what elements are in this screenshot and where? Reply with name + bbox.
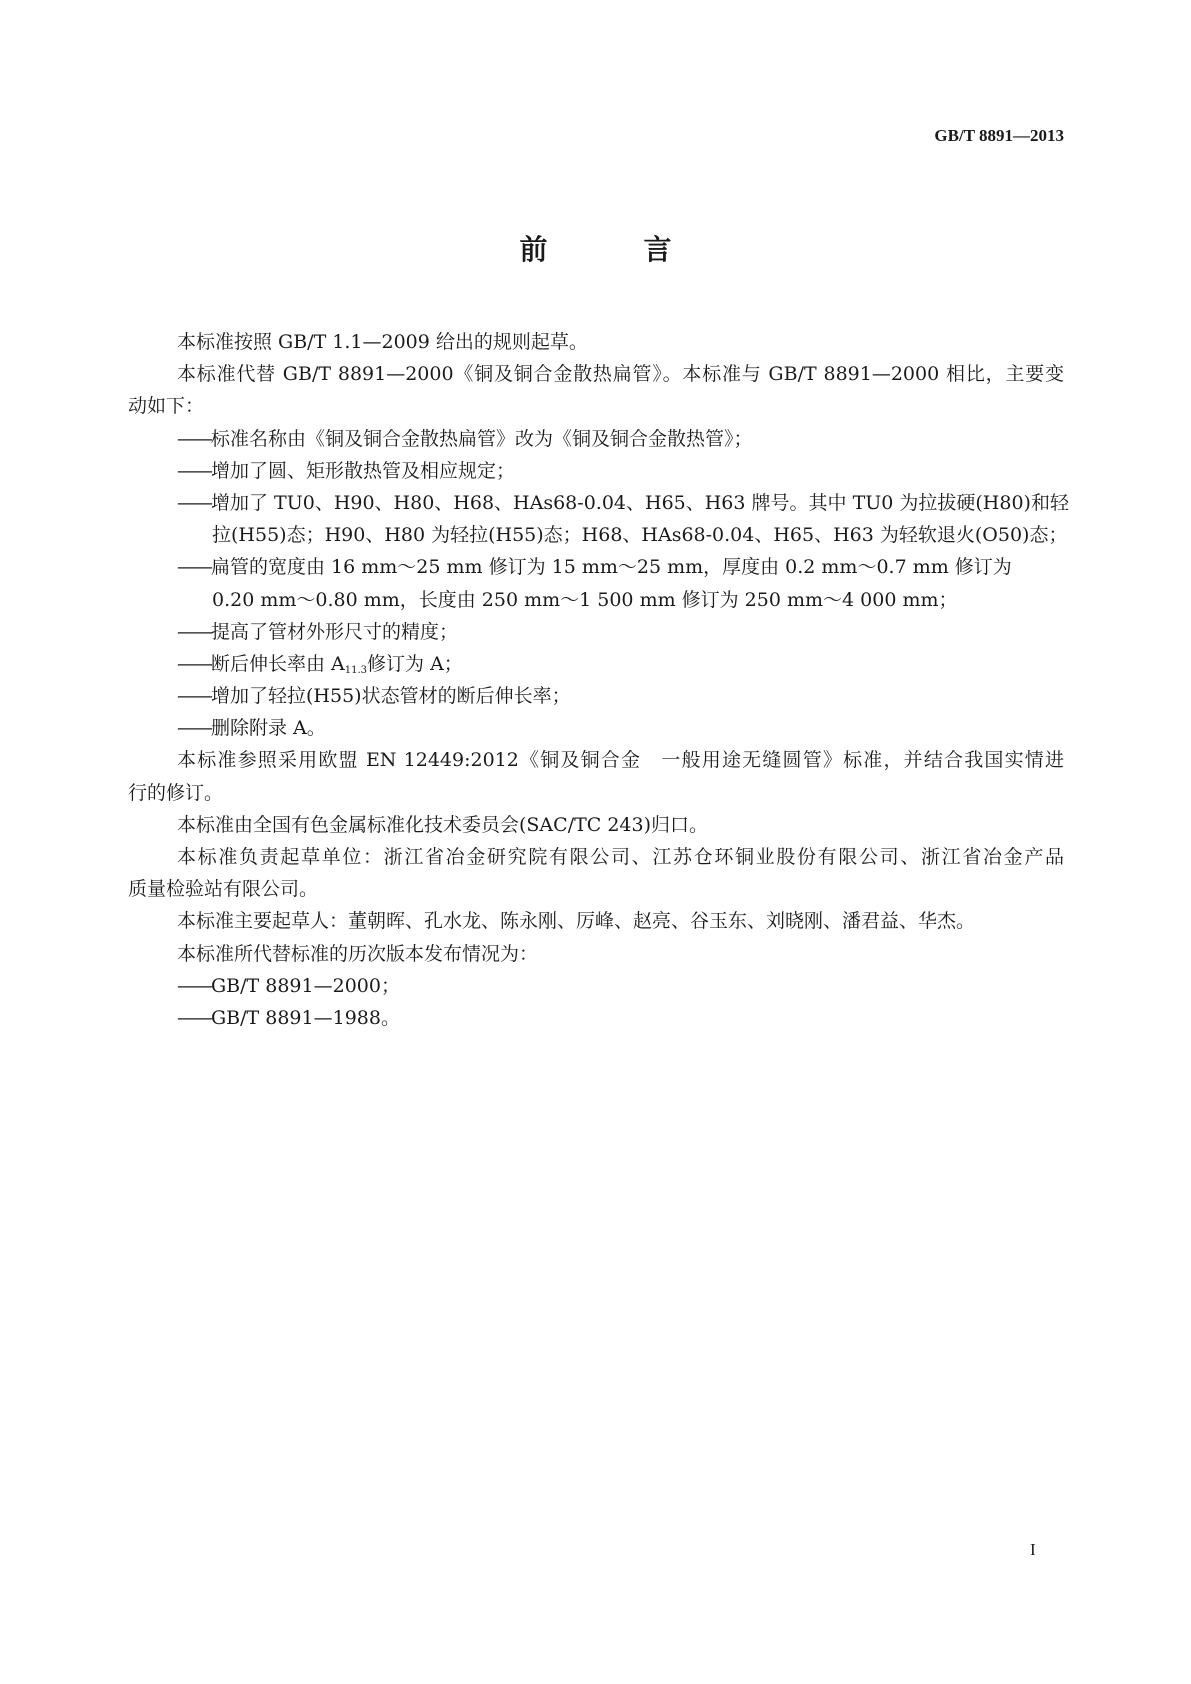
paragraph-continuation: 质量检验站有限公司。 — [128, 878, 319, 901]
list-item-text: 删除附录 A。 — [211, 717, 326, 740]
list-item-text: 修订为 A； — [367, 652, 463, 675]
paragraph-continuation: 动如下： — [128, 395, 205, 418]
dash-marker: —— — [177, 974, 211, 997]
paragraph: 本标准参照采用欧盟 EN 12449:2012《铜及铜合金 一般用途无缝圆管》标准，并结合我国实情进 — [177, 749, 1064, 772]
paragraph: 本标准由全国有色金属标准化技术委员会(SAC/TC 243)归口。 — [177, 813, 709, 836]
paragraph: 本标准主要起草人：董朝晖、孔水龙、陈永刚、厉峰、赵亮、谷玉东、刘晓刚、潘君益、华杰。 — [177, 910, 976, 933]
paragraph-continuation: 行的修订。 — [128, 781, 224, 804]
paragraph: 本标准按照 GB/T 1.1—2009 给出的规则起草。 — [177, 331, 588, 353]
list-item — [128, 680, 1064, 712]
history-item-text: GB/T 8891—1988。 — [211, 1006, 400, 1029]
dash-marker: —— — [177, 427, 211, 450]
dash-marker: —— — [177, 717, 211, 740]
history-item — [128, 1002, 1064, 1034]
paragraph: 本标准代替 GB/T 8891—2000《铜及铜合金散热扁管》。本标准与 GB/T 8891—2000 相比，主要变 — [177, 363, 1064, 386]
paragraph: 本标准所代替标准的历次版本发布情况为： — [177, 942, 539, 965]
list-item — [128, 712, 1064, 744]
list-item-text: 标准名称由《铜及铜合金散热扁管》改为《铜及铜合金散热管》； — [211, 427, 753, 450]
list-item-text: 提高了管材外形尺寸的精度； — [211, 620, 459, 643]
history-item-text: GB/T 8891—2000； — [211, 974, 400, 997]
list-item — [128, 648, 1064, 680]
dash-marker: —— — [177, 652, 211, 675]
list-item-text: 增加了轻拉(H55)状态管材的断后伸长率； — [211, 685, 571, 708]
dash-marker: —— — [177, 556, 211, 579]
list-item-text: 增加了 TU0、H90、H80、H68、HAs68-0.04、H65、H63 牌号。其中 TU0 为拉拔硬(H80)和轻 — [211, 491, 1069, 514]
list-item-text: 增加了圆、矩形散热管及相应规定； — [211, 459, 516, 482]
list-item — [128, 551, 1064, 583]
paragraph: 本标准负责起草单位：浙江省冶金研究院有限公司、江苏仓环铜业股份有限公司、浙江省冶金产品 — [177, 846, 1064, 868]
list-item-continuation: 拉(H55)态；H90、H80 为轻拉(H55)态；H68、HAs68-0.04、H65、H63 为轻软退火(O50)态； — [212, 524, 1068, 547]
list-item — [128, 455, 1064, 487]
foreword-body — [128, 326, 1069, 1034]
standard-code-header: GB/T 8891—2013 — [934, 126, 1064, 145]
subscript: 11.3 — [344, 664, 368, 676]
list-item — [128, 423, 1064, 455]
list-item-text: 断后伸长率由 A — [211, 652, 345, 675]
page-number: I — [1030, 1540, 1036, 1559]
dash-marker: —— — [177, 491, 211, 514]
list-item-continuation: 0.20 mm～0.80 mm，长度由 250 mm～1 500 mm 修订为 250 mm～4 000 mm； — [212, 588, 958, 611]
list-item — [128, 616, 1064, 648]
list-item — [128, 487, 1069, 519]
dash-marker: —— — [177, 459, 211, 482]
dash-marker: —— — [177, 685, 211, 708]
dash-marker: —— — [177, 620, 211, 643]
page-title: 前 言 — [519, 233, 706, 266]
dash-marker: —— — [177, 1006, 211, 1029]
history-item — [128, 970, 1064, 1002]
list-item-text: 扁管的宽度由 16 mm～25 mm 修订为 15 mm～25 mm，厚度由 0.2 mm～0.7 mm 修订为 — [211, 556, 1012, 579]
